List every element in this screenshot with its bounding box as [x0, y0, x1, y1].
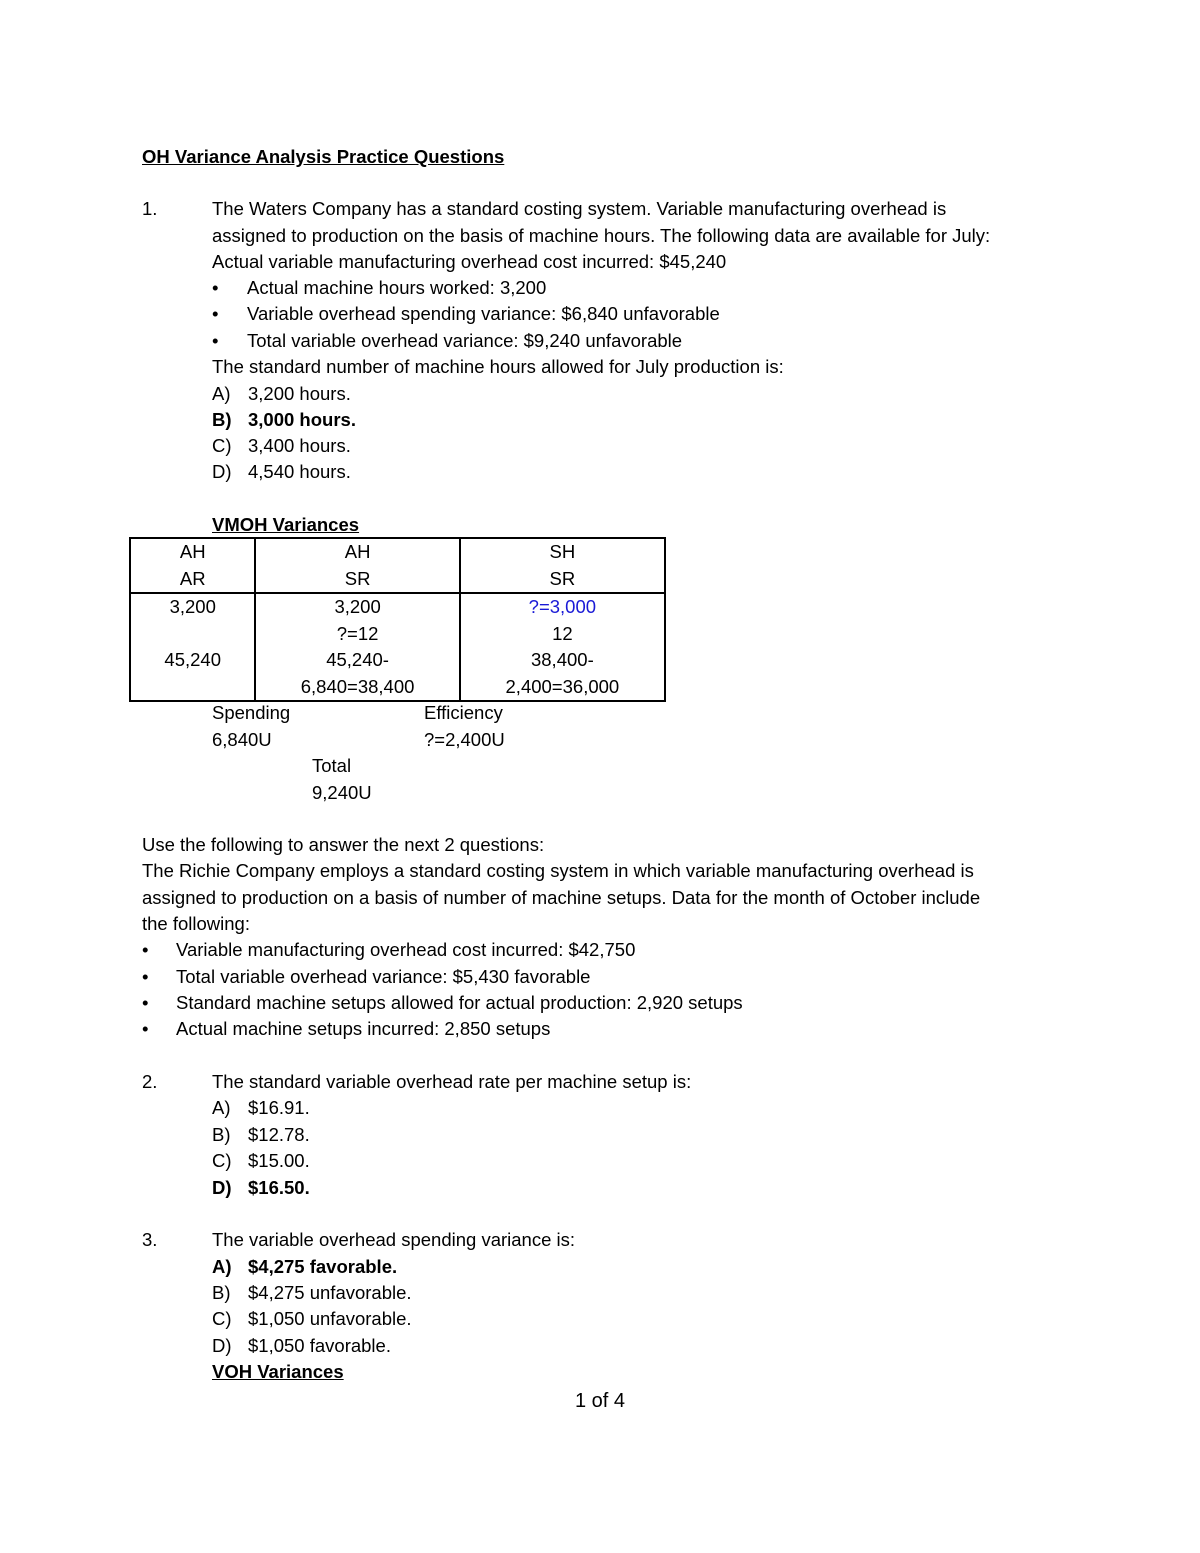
table-header-row: [130, 538, 665, 593]
table-row: [130, 593, 665, 701]
intro-line-2: The Richie Company employs a standard costing system in which variable manufacturing overhead is: [142, 860, 974, 881]
question-2-option-b: B) $12.78.: [212, 1124, 310, 1145]
question-3-option-b: B) $4,275 unfavorable.: [212, 1282, 412, 1303]
page-number: 1 of 4: [574, 1390, 626, 1412]
bullet-icon: •: [142, 992, 149, 1013]
table-cell-ah-sr: 3,200 ?=12 45,240- 6,840=38,400: [255, 593, 459, 701]
intro-bullet: • Total variable overhead variance: $5,430 favorable: [142, 966, 591, 987]
intro-bullet: • Variable manufacturing overhead cost incurred: $42,750: [142, 939, 636, 960]
question-3-option-c: C) $1,050 unfavorable.: [212, 1308, 412, 1329]
intro-bullet: • Standard machine setups allowed for actual production: 2,920 setups: [142, 992, 743, 1013]
question-1-prompt: The standard number of machine hours allowed for July production is:: [212, 356, 784, 377]
question-3-prompt: The variable overhead spending variance is:: [212, 1229, 576, 1250]
header-cell: AH AR: [130, 538, 255, 593]
question-2-option-a: A) $16.91.: [212, 1097, 310, 1118]
question-3-option-d: D) $1,050 favorable.: [212, 1335, 391, 1356]
efficiency-label: Efficiency: [424, 702, 503, 723]
vmoh-variance-table: [129, 537, 666, 702]
question-1-bullet: • Actual machine hours worked: 3,200: [212, 277, 547, 298]
question-1-line-3: Actual variable manufacturing overhead cost incurred: $45,240: [212, 251, 727, 272]
question-2-option-d: D) $16.50.: [212, 1177, 310, 1198]
bullet-icon: •: [142, 966, 149, 987]
intro-line-3: assigned to production on a basis of number of machine setups. Data for the month of October include: [142, 887, 981, 908]
question-1-line-1: The Waters Company has a standard costing system. Variable manufacturing overhead is: [212, 198, 947, 219]
header-cell: SH SR: [460, 538, 665, 593]
spending-label: Spending: [212, 702, 291, 723]
question-1-option-a: A) 3,200 hours.: [212, 383, 351, 404]
header-cell: AH SR: [255, 538, 459, 593]
total-value: 9,240U: [312, 782, 372, 803]
question-1-bullet: • Total variable overhead variance: $9,240 unfavorable: [212, 330, 683, 351]
bullet-icon: •: [212, 277, 219, 298]
question-1-option-d: D) 4,540 hours.: [212, 461, 351, 482]
question-3-option-a: A) $4,275 favorable.: [212, 1256, 398, 1277]
page-title: OH Variance Analysis Practice Questions: [142, 146, 505, 167]
question-1-number: 1.: [142, 198, 158, 219]
answer-value: ?=3,000: [528, 596, 597, 617]
question-1-line-2: assigned to production on the basis of machine hours. The following data are available for July:: [212, 225, 991, 246]
vmoh-heading: VMOH Variances: [212, 514, 360, 535]
intro-line-4: the following:: [142, 913, 250, 934]
question-1-option-c: C) 3,400 hours.: [212, 435, 351, 456]
table-cell-sh-sr: ?=3,000 12 38,400- 2,400=36,000: [460, 593, 665, 701]
bullet-icon: •: [142, 1018, 149, 1039]
bullet-icon: •: [212, 303, 219, 324]
question-3-number: 3.: [142, 1229, 158, 1250]
table-cell-ah-ar: 3,200 45,240: [130, 593, 255, 701]
question-2-option-c: C) $15.00.: [212, 1150, 310, 1171]
question-2-number: 2.: [142, 1071, 158, 1092]
question-2-prompt: The standard variable overhead rate per machine setup is:: [212, 1071, 692, 1092]
bullet-icon: •: [142, 939, 149, 960]
total-label: Total: [312, 755, 352, 776]
voh-heading: VOH Variances: [212, 1361, 344, 1382]
spending-value: 6,840U: [212, 729, 272, 750]
question-1-option-b: B) 3,000 hours.: [212, 409, 356, 430]
question-1-bullet: • Variable overhead spending variance: $6,840 unfavorable: [212, 303, 720, 324]
efficiency-value: ?=2,400U: [424, 729, 505, 750]
intro-line-1: Use the following to answer the next 2 questions:: [142, 834, 545, 855]
intro-bullet: • Actual machine setups incurred: 2,850 setups: [142, 1018, 551, 1039]
bullet-icon: •: [212, 330, 219, 351]
